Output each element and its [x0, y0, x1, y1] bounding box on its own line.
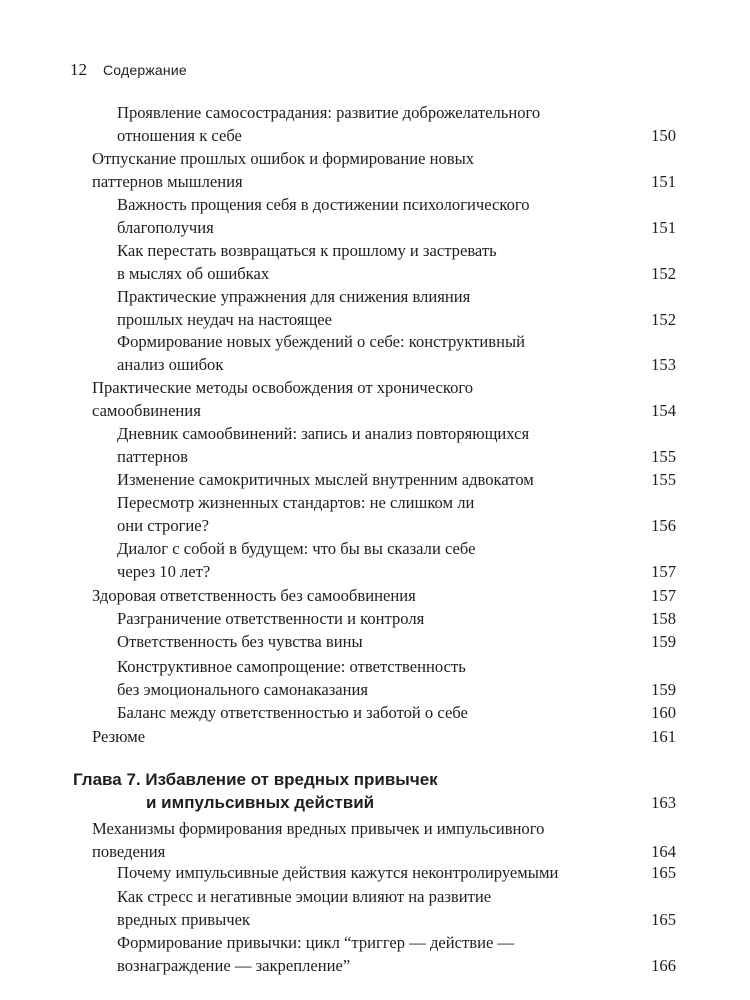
- chapter-page-number: 163: [651, 793, 676, 812]
- toc-page-number: 155: [651, 447, 676, 466]
- toc-page-number: 159: [651, 632, 676, 651]
- toc-entry-text: и импульсивных действий: [146, 793, 375, 812]
- toc-entry-text: Отпускание прошлых ошибок и формирование новых: [92, 149, 475, 168]
- toc-entry-text: Пересмотр жизненных стандартов: не слишком ли: [117, 493, 475, 512]
- toc-entry-text: Глава 7. Избавление от вредных привычек: [73, 770, 438, 789]
- toc-entry-text: Как перестать возвращаться к прошлому и застревать: [117, 241, 497, 260]
- toc-entry-text: Механизмы формирования вредных привычек и импульсивного: [92, 819, 545, 838]
- toc-entry: [117, 630, 676, 653]
- toc-entry: [92, 584, 676, 607]
- toc-entry: [117, 607, 676, 630]
- toc-entry: [92, 376, 676, 422]
- toc-entry-text: паттернов: [117, 447, 188, 466]
- toc-page-number: 166: [651, 956, 676, 975]
- toc-page-number: 155: [651, 470, 676, 489]
- toc-entry: [117, 701, 676, 724]
- toc-entry-text: Разграничение ответственности и контроля: [117, 609, 425, 628]
- toc-page-number: 164: [651, 842, 676, 861]
- toc-entry-text: отношения к себе: [117, 126, 242, 145]
- toc-entry-text: Важность прощения себя в достижении психологического: [117, 195, 530, 214]
- toc-page-number: 165: [651, 863, 676, 882]
- toc-entry-text: Конструктивное самопрощение: ответственность: [117, 657, 466, 676]
- toc-entry: [92, 817, 676, 863]
- toc-entry-text: поведения: [92, 842, 166, 861]
- toc-entry: [117, 101, 676, 147]
- toc-entry: [117, 239, 676, 285]
- toc-entry-text: прошлых неудач на настоящее: [117, 310, 333, 329]
- toc-entry: [117, 330, 676, 376]
- toc-page-number: 157: [651, 562, 676, 581]
- toc-entry-text: Ответственность без чувства вины: [117, 632, 363, 651]
- toc-entry: [92, 147, 676, 193]
- toc-entry: [117, 491, 676, 537]
- toc-entry: [117, 885, 676, 931]
- toc-page-number: 157: [651, 586, 676, 605]
- toc-entry-text: самообвинения: [92, 401, 201, 420]
- toc-page-number: 160: [651, 703, 676, 722]
- toc-page-number: 152: [651, 264, 676, 283]
- toc-entry-text: Почему импульсивные действия кажутся неконтролируемыми: [117, 863, 559, 882]
- toc-entry-text: Изменение самокритичных мыслей внутренним адвокатом: [117, 470, 534, 489]
- toc-entry-text: Дневник самообвинений: запись и анализ повторяющихся: [117, 424, 530, 443]
- toc-entry-text: Проявление самосострадания: развитие доброжелательного: [117, 103, 541, 122]
- toc-entry-text: Практические упражнения для снижения влияния: [117, 287, 471, 306]
- toc-entry-text: анализ ошибок: [117, 355, 224, 374]
- toc-entry-text: паттернов мышления: [92, 172, 243, 191]
- toc-page-number: 152: [651, 310, 676, 329]
- toc-entry-text: Как стресс и негативные эмоции влияют на развитие: [117, 887, 492, 906]
- toc-entry-text: Формирование привычки: цикл “триггер — действие —: [117, 933, 515, 952]
- toc-page-number: 159: [651, 680, 676, 699]
- toc-page-number: 154: [651, 401, 676, 420]
- toc-entry: [117, 931, 676, 977]
- toc-entry-text: Здоровая ответственность без самообвинения: [92, 586, 416, 605]
- toc-page-number: 161: [651, 727, 676, 746]
- toc-entry-text: Формирование новых убеждений о себе: конструктивный: [117, 332, 526, 351]
- toc-entry: [117, 468, 676, 491]
- toc-entry-text: Резюме: [92, 727, 146, 746]
- toc-page-number: 151: [651, 172, 676, 191]
- toc-entry: [117, 537, 676, 583]
- toc-entry-text: через 10 лет?: [117, 562, 211, 581]
- toc-entry: [92, 725, 676, 748]
- toc-page-number: 151: [651, 218, 676, 237]
- toc-entry-text: вредных привычек: [117, 910, 251, 929]
- toc-page-number: 153: [651, 355, 676, 374]
- toc-entry-text: Практические методы освобождения от хронического: [92, 378, 474, 397]
- toc-entry: [117, 193, 676, 239]
- toc-entry-text: Диалог с собой в будущем: что бы вы сказали себе: [117, 539, 476, 558]
- chapter-heading: [73, 768, 676, 814]
- toc-entry-text: благополучия: [117, 218, 214, 237]
- toc-entry: [117, 422, 676, 468]
- toc-entry: [117, 285, 676, 331]
- toc-page-number: 158: [651, 609, 676, 628]
- toc-entry: [117, 655, 676, 701]
- toc-entry-text: без эмоционального самонаказания: [117, 680, 369, 699]
- toc-entry-text: в мыслях об ошибках: [117, 264, 270, 283]
- toc-entry-text: они строгие?: [117, 516, 210, 535]
- toc-page-number: 165: [651, 910, 676, 929]
- running-title: Содержание: [103, 62, 187, 78]
- toc-entry: [117, 861, 676, 884]
- toc-entry-text: Баланс между ответственностью и заботой о себе: [117, 703, 468, 722]
- page-number: 12: [70, 60, 87, 79]
- toc-page-number: 156: [651, 516, 676, 535]
- toc-entry-text: вознаграждение — закрепление”: [117, 956, 351, 975]
- toc-page-number: 150: [651, 126, 676, 145]
